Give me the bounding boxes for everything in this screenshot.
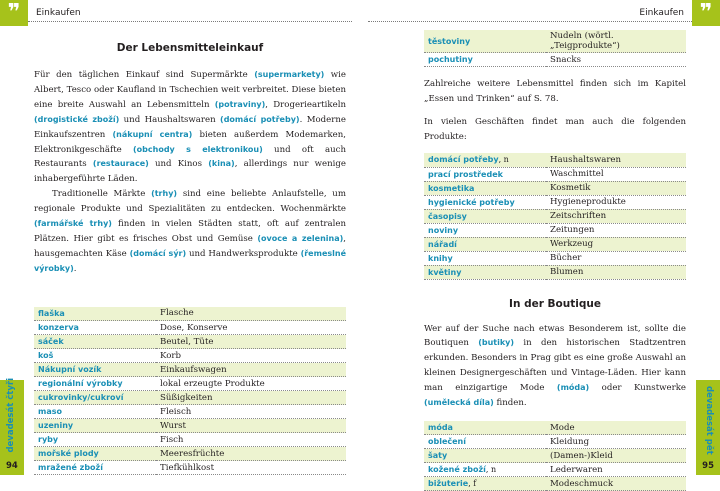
vocab-row: [34, 307, 346, 321]
vocab-czech: [424, 223, 546, 237]
vocab-german: (Damen-)Kleid: [550, 450, 613, 461]
vocab-german: lokal erzeugte Produkte: [160, 378, 265, 389]
vocab-row: [34, 461, 346, 475]
text-run: Traditionelle Märkte: [52, 189, 152, 200]
czech-term: (domácí sýr): [129, 248, 187, 258]
vocab-german: Zeitschriften: [550, 211, 607, 221]
vocab-row: [424, 223, 686, 237]
vocab-german: Nudeln (wörtl. „Teigprodukte“): [550, 31, 620, 52]
vocab-czech: [424, 463, 546, 477]
vocab-czech: [424, 195, 546, 209]
czech-term: (móda): [556, 383, 590, 393]
vocab-german: Fisch: [160, 434, 184, 445]
vocab-german: Meeresfrüchte: [160, 448, 225, 459]
vocab-row: [424, 265, 686, 279]
vocab-czech: [424, 209, 546, 223]
vocab-gender: , n: [485, 465, 497, 475]
czech-term: (ovoce a zelenina): [257, 233, 344, 243]
vocab-german: Tiefkühlkost: [160, 462, 215, 473]
vocab-table-food: [34, 307, 346, 476]
text-run: und Haushaltswaren: [119, 114, 221, 125]
text-run: oder Kunstwerke: [589, 383, 686, 394]
vocab-german: Beutel, Tüte: [160, 336, 214, 347]
vocab-czech-term: noviny: [428, 225, 459, 235]
vocab-czech: [34, 391, 156, 405]
paragraph-reference: Zahlreiche weitere Lebensmittel finden sich im Kapitel „Essen und Trinken“ auf S. 78.: [424, 79, 686, 105]
vocab-german: Fleisch: [160, 406, 192, 417]
vocab-german: Blumen: [550, 267, 584, 277]
vocab-czech-term: Nákupní vozík: [38, 365, 102, 375]
text-run: finden.: [493, 398, 527, 409]
vocab-table-boutique: [424, 421, 686, 491]
section-title: Der Lebensmitteleinkauf: [116, 42, 264, 54]
vocab-czech-term: flaška: [38, 308, 65, 318]
paragraph-intro: In vielen Geschäften findet man auch die folgenden Produkte:: [424, 117, 686, 143]
text-run: , hausgemachten Käse: [34, 233, 347, 259]
text-run: finden in vielen Städten statt, oft auf zentralen Plätzen. Hier gibt es frisches Obst und Gemüse: [34, 219, 346, 244]
vocab-german: Lederwaren: [550, 464, 603, 475]
section-title: In der Boutique: [509, 297, 601, 310]
vocab-czech: [34, 419, 156, 433]
czech-term: (restaurace): [92, 159, 149, 169]
text-run: Für den täglichen Einkauf sind Supermärkte: [34, 70, 255, 80]
vocab-czech-term: regionální výrobky: [38, 379, 123, 389]
vocab-row: [424, 53, 686, 67]
vocab-german: Waschmittel: [550, 169, 604, 179]
vocab-czech-term: mořské plody: [38, 449, 99, 459]
vocab-row: [34, 433, 346, 447]
vocab-czech-term: těstoviny: [428, 36, 471, 46]
vocab-row: [34, 363, 346, 377]
vocab-german: Zeitungen: [550, 225, 595, 235]
vocab-row: [34, 447, 346, 461]
vocab-row: [424, 153, 686, 167]
vocab-czech: [424, 167, 546, 181]
vocab-czech-term: cukrovinky/cukroví: [38, 393, 124, 403]
vocab-czech-term: uzeniny: [38, 421, 74, 431]
vocab-german: Einkaufswagen: [160, 364, 227, 375]
vocab-german: Korb: [160, 350, 181, 361]
vocab-czech: [34, 321, 156, 335]
vocab-czech-term: květiny: [428, 267, 462, 277]
vocab-czech-term: mražené zboží: [38, 463, 103, 473]
vocab-czech-term: maso: [38, 407, 62, 417]
vocab-czech-term: móda: [428, 423, 453, 433]
vocab-czech-term: hygienické potřeby: [428, 197, 515, 207]
vocab-czech-term: oblečení: [428, 437, 466, 447]
left-content: [34, 30, 346, 475]
vocab-czech: [34, 433, 156, 447]
side-label: devadesát pět: [704, 386, 714, 455]
vocab-czech-term: prací prostředek: [428, 169, 503, 179]
side-label: devadesát čtyři: [6, 378, 16, 453]
vocab-table-products: [424, 153, 686, 280]
vocab-german: Haushaltswaren: [550, 154, 622, 165]
vocab-german: Kosmetik: [550, 183, 591, 193]
vocab-czech: [424, 435, 546, 449]
left-page: [0, 0, 360, 475]
quote-mark-icon: ❞: [0, 0, 28, 26]
paragraph-boutique: [424, 322, 686, 411]
vocab-row: [424, 209, 686, 223]
vocab-czech-term: bižuterie: [428, 479, 469, 489]
czech-term: (řemeslné výrobky): [34, 248, 346, 273]
vocab-row: [424, 181, 686, 195]
vocab-row: [424, 167, 686, 181]
vocab-czech: [34, 447, 156, 461]
vocab-czech: [424, 153, 546, 167]
vocab-czech-term: knihy: [428, 253, 453, 263]
vocab-czech-term: konzerva: [38, 323, 79, 333]
czech-term: (kina): [208, 159, 235, 169]
text-run: , allerdings nur wenige inhabergeführte Läden.: [34, 159, 346, 185]
text-run: , Drogerieartikeln: [265, 99, 346, 110]
paragraph-supermarkets: [34, 68, 346, 187]
vocab-row: [424, 449, 686, 463]
czech-term: (drogistické zboží): [34, 114, 120, 124]
vocab-row: [34, 419, 346, 433]
czech-term: (umělecká díla): [424, 398, 494, 408]
vocab-row: [424, 195, 686, 209]
vocab-czech-term: sáček: [38, 337, 64, 347]
running-head-right: Einkaufen: [639, 8, 684, 18]
vocab-row: [34, 377, 346, 391]
vocab-czech-term: kožené zboží: [428, 465, 486, 475]
paragraph-markets: [34, 187, 346, 276]
quote-mark-icon: ❞: [692, 0, 720, 26]
vocab-czech: [34, 349, 156, 363]
czech-term: (domácí potřeby): [220, 114, 300, 124]
czech-term: (farmářské trhy): [34, 219, 112, 229]
vocab-czech-term: ryby: [38, 435, 59, 445]
vocab-czech: [424, 421, 546, 435]
vocab-czech-term: kosmetika: [428, 183, 475, 193]
vocab-czech: [34, 363, 156, 377]
vocab-german: Kleidung: [550, 436, 590, 447]
text-run: und oft auch Restaurants: [34, 144, 346, 170]
czech-term: (obchody s elektronikou): [133, 144, 263, 154]
vocab-row: [34, 349, 346, 363]
vocab-gender: , f: [468, 479, 477, 489]
vocab-czech-term: domácí potřeby: [428, 155, 499, 165]
vocab-table-top: [424, 30, 686, 67]
vocab-german: Wurst: [160, 420, 186, 431]
vocab-czech-term: pochutiny: [428, 55, 473, 65]
vocab-row: [34, 391, 346, 405]
czech-term: (butiky): [478, 338, 515, 348]
vocab-czech: [34, 405, 156, 419]
right-content: [424, 30, 686, 491]
vocab-german: Bücher: [550, 253, 582, 263]
text-run: bieten außerdem Modemarken, Elektronikgeschäfte: [34, 129, 347, 155]
text-run: . Moderne Einkaufszentren: [34, 114, 346, 140]
vocab-czech: [34, 307, 156, 321]
vocab-german: Süßigkeiten: [160, 392, 213, 403]
right-page: [360, 0, 720, 489]
vocab-german: Flasche: [160, 308, 194, 319]
header-rule: [28, 21, 352, 22]
vocab-row: [34, 321, 346, 335]
vocab-row: [424, 463, 686, 477]
vocab-czech-term: koš: [38, 351, 54, 361]
vocab-row: [424, 237, 686, 251]
vocab-german: Snacks: [550, 54, 581, 65]
vocab-german: Modeschmuck: [550, 478, 614, 489]
vocab-czech-term: časopisy: [428, 211, 467, 221]
vocab-row: [424, 251, 686, 265]
running-head-left: Einkaufen: [36, 8, 81, 18]
czech-term: (trhy): [151, 189, 178, 199]
page-number: 95: [702, 461, 714, 471]
vocab-row: [34, 405, 346, 419]
text-run: und Handwerksprodukte: [186, 248, 301, 259]
text-run: in den historischen Stadtzentren erkunden. Besonders in Prag gibt es eine große Auswahl an kleinen Designergeschäften und Vintage-Läden. Hier kann man einzigartige Mode: [424, 338, 686, 394]
vocab-czech: [424, 181, 546, 195]
vocab-czech: [424, 237, 546, 251]
vocab-czech: [34, 377, 156, 391]
vocab-row: [424, 477, 686, 491]
text-run: .: [73, 263, 77, 274]
text-run: Wer auf der Suche nach etwas Besonderem ist, sollte die Boutiquen: [424, 323, 686, 349]
vocab-czech: [424, 30, 546, 53]
vocab-czech: [34, 335, 156, 349]
vocab-row: [424, 421, 686, 435]
vocab-czech: [424, 251, 546, 265]
vocab-row: [34, 335, 346, 349]
vocab-czech: [34, 461, 156, 475]
page-number: 94: [6, 461, 18, 471]
vocab-row: [424, 435, 686, 449]
text-run: wie Albert, Tesco oder Kaufland in Tschechien weit verbreitet. Diese bieten eine breite Auswahl an Lebensmitteln: [34, 70, 346, 110]
vocab-czech: [424, 449, 546, 463]
header-rule: [368, 21, 692, 22]
vocab-czech: [424, 265, 546, 279]
vocab-czech-term: nářadí: [428, 239, 457, 249]
czech-term: (supermarkety): [254, 70, 325, 79]
vocab-german: Dose, Konserve: [160, 322, 228, 333]
text-run: sind eine beliebte Anlaufstelle, um regionale Produkte und Spezialitäten zu entdecken. Wochenmärkte: [34, 189, 346, 215]
vocab-czech-term: šaty: [428, 451, 448, 461]
vocab-czech: [424, 53, 546, 67]
text-run: und Kinos: [148, 159, 209, 170]
vocab-german: Mode: [550, 422, 575, 433]
vocab-german: Werkzeug: [550, 239, 594, 249]
czech-term: (potraviny): [214, 99, 266, 109]
vocab-czech: [424, 477, 546, 491]
vocab-german: Hygieneprodukte: [550, 197, 626, 207]
vocab-gender: , n: [498, 155, 509, 165]
vocab-row: [424, 30, 686, 53]
czech-term: (nákupní centra): [112, 129, 193, 139]
